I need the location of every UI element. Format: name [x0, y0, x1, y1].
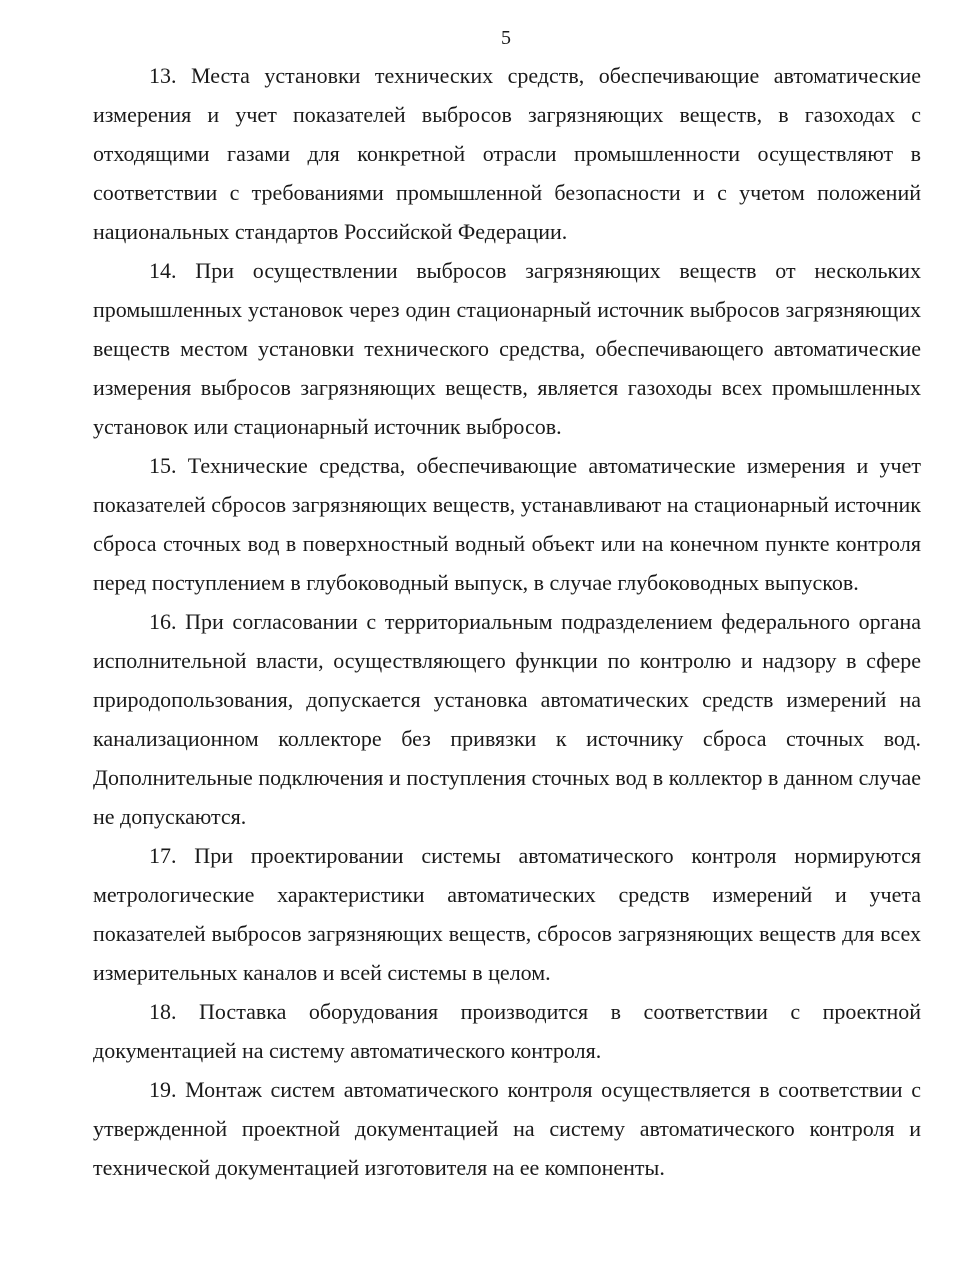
paragraph-17: 17. При проектировании системы автоматического контроля нормируются метрологические характеристики автоматических средств измерений и учета показателей выбросов загрязняющих веществ, сбросов загрязняющих веществ для всех измерительных каналов и всей системы в целом. — [93, 843, 921, 985]
paragraph-18: 18. Поставка оборудования производится в соответствии с проектной документацией на систему автоматического контроля. — [93, 999, 921, 1063]
paragraph-14: 14. При осуществлении выбросов загрязняющих веществ от нескольких промышленных установок через один стационарный источник выбросов загрязняющих веществ местом установки технического средства, обеспечивающего автоматические измерения выбросов загрязняющих веществ, является газоходы всех промышленных установок или стационарный источник выбросов. — [93, 258, 921, 439]
document-body — [93, 56, 921, 1187]
paragraph-13: 13. Места установки технических средств, обеспечивающие автоматические измерения и учет показателей выбросов загрязняющих веществ, в газоходах с отходящими газами для конкретной отрасли промышленности осуществляют в соответствии с требованиями промышленной безопасности и с учетом положений национальных стандартов Российской Федерации. — [93, 63, 921, 244]
paragraph-15: 15. Технические средства, обеспечивающие автоматические измерения и учет показателей сбросов загрязняющих веществ, устанавливают на стационарный источник сброса сточных вод в поверхностный водный объект или на конечном пункте контроля перед поступлением в глубоководный выпуск, в случае глубоководных выпусков. — [93, 453, 921, 595]
paragraph-16: 16. При согласовании с территориальным подразделением федерального органа исполнительной власти, осуществляющего функции по контролю и надзору в сфере природопользования, допускается установка автоматических средств измерений на канализационном коллекторе без привязки к источнику сброса сточных вод. Дополнительные подключения и поступления сточных вод в коллектор в данном случае не допускаются. — [93, 609, 921, 829]
page-number: 5 — [501, 27, 511, 49]
paragraph-19: 19. Монтаж систем автоматического контроля осуществляется в соответствии с утвержденной проектной документацией на систему автоматического контроля и технической документацией изготовителя на ее компоненты. — [93, 1077, 921, 1180]
